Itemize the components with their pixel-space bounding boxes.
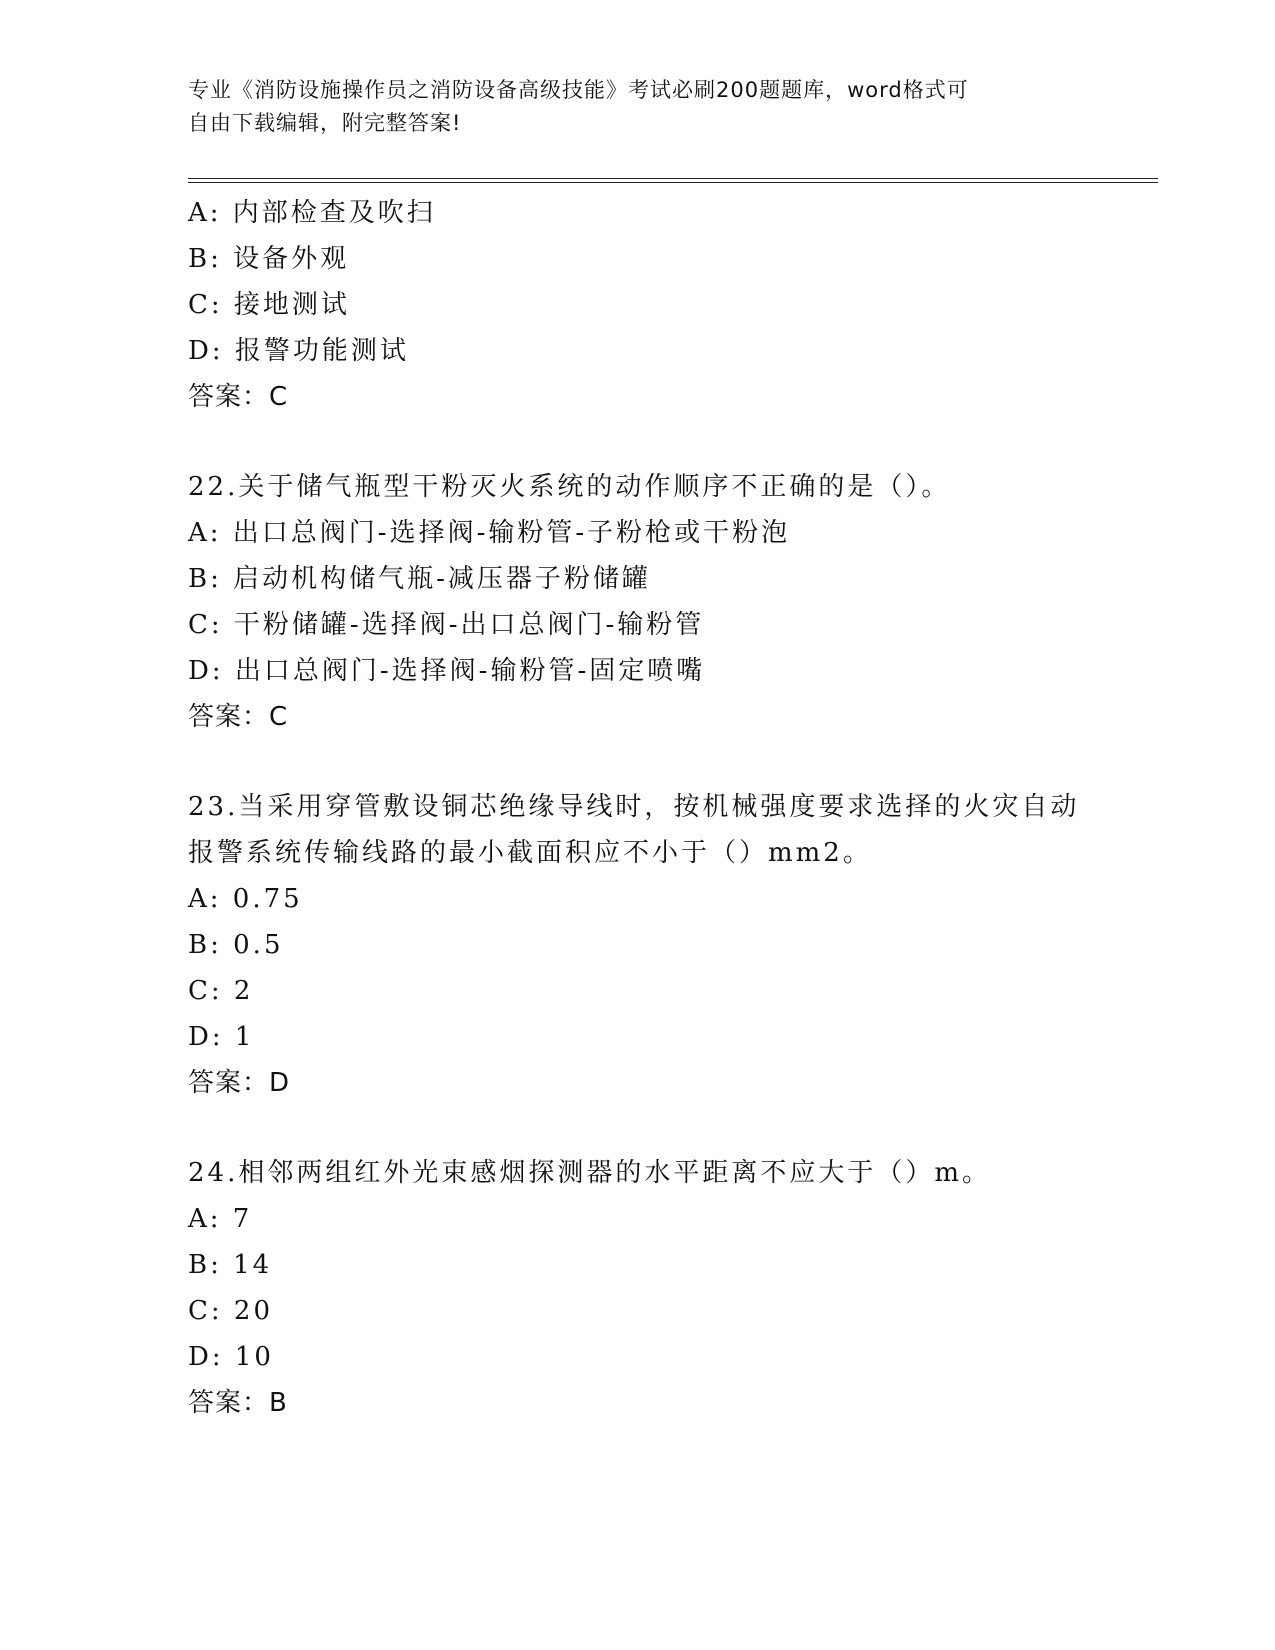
answer: 答案：C [188, 382, 289, 412]
option-c: C: 接地测试 [188, 290, 350, 320]
option-c: C: 20 [188, 1296, 274, 1326]
question-21 [188, 190, 1148, 420]
question-stem: 24.相邻两组红外光束感烟探测器的水平距离不应大于（）m。 [188, 1158, 992, 1188]
option-d: D: 出口总阀门-选择阀-输粉管-固定喷嘴 [188, 656, 706, 686]
document-header [188, 74, 1088, 140]
option-c: C: 2 [188, 976, 254, 1006]
option-a: A: 7 [188, 1204, 253, 1234]
header-line-2: 自由下载编辑，附完整答案! [188, 111, 462, 135]
option-a: A: 0.75 [188, 884, 303, 914]
option-b: B: 14 [188, 1250, 273, 1280]
option-d: D: 报警功能测试 [188, 336, 409, 366]
question-stem-line-1: 23.当采用穿管敷设铜芯绝缘导线时，按机械强度要求选择的火灾自动 [188, 792, 1080, 822]
answer: 答案：D [188, 1068, 291, 1098]
option-b: B: 设备外观 [188, 244, 350, 274]
option-b: B: 启动机构储气瓶-减压器子粉储罐 [188, 564, 651, 594]
option-c: C: 干粉储罐-选择阀-出口总阀门-输粉管 [188, 610, 705, 640]
option-d: D: 1 [188, 1022, 255, 1052]
question-stem-line-2: 报警系统传输线路的最小截面积应不小于（）mm2。 [188, 838, 872, 868]
question-stem: 22.关于储气瓶型干粉灭火系统的动作顺序不正确的是（）。 [188, 472, 951, 502]
header-line-1: 专业《消防设施操作员之消防设备高级技能》考试必刷200题题库，word格式可 [188, 78, 969, 102]
answer: 答案：C [188, 702, 289, 732]
header-divider-top [188, 178, 1158, 179]
option-d: D: 10 [188, 1342, 274, 1372]
option-b: B: 0.5 [188, 930, 284, 960]
header-divider-bottom [188, 182, 1158, 183]
question-list [188, 190, 1148, 1426]
option-a: A: 出口总阀门-选择阀-输粉管-子粉枪或干粉泡 [188, 518, 791, 548]
option-a: A: 内部检查及吹扫 [188, 198, 436, 228]
question-23 [188, 784, 1148, 1106]
answer: 答案：B [188, 1388, 288, 1418]
question-24 [188, 1150, 1148, 1426]
question-22 [188, 464, 1148, 740]
